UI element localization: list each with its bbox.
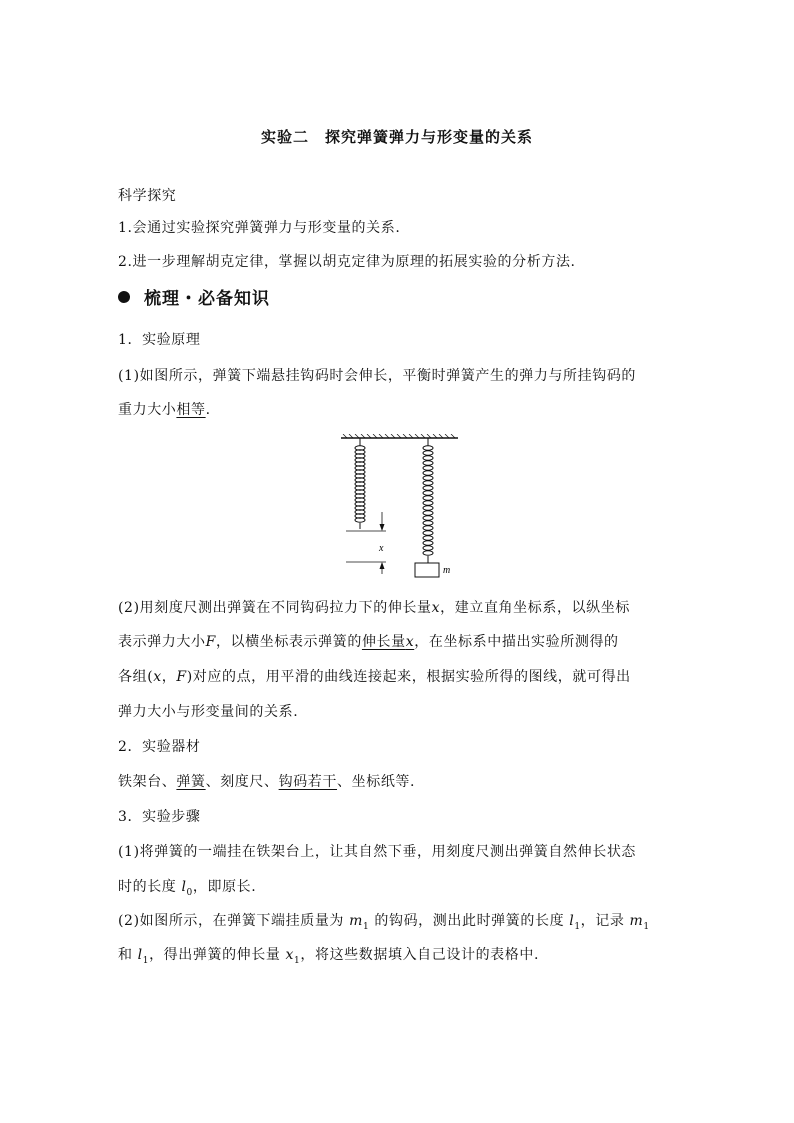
- label-x: x: [379, 543, 384, 554]
- arrow-bottom-head: [380, 562, 385, 569]
- bullet-icon: [118, 291, 130, 303]
- equipment-heading: 2．实验器材: [118, 739, 201, 755]
- answer-weights: 钩码若干: [278, 774, 338, 790]
- step1-line2: 时的长度 $l_0$，即原长.: [118, 879, 257, 898]
- step2-line1: (2)如图所示，在弹簧下端挂质量为 $m_1$ 的钩码，测出此时弹簧的长度 $l_1$，记录 $m_1$: [118, 913, 650, 932]
- answer-spring: 弹簧: [176, 774, 206, 790]
- label-m: m: [443, 565, 451, 576]
- step2-line2: 和 $l_1$，得出弹簧的伸长量 $x_1$，将这些数据填入自己设计的表格中.: [118, 947, 540, 966]
- spring-figure: [338, 434, 466, 580]
- steps-heading: 3．实验步骤: [118, 809, 201, 825]
- intro-item-1: 1.会通过实验探究弹簧弹力与形变量的关系.: [118, 220, 401, 236]
- equipment-line: 铁架台、弹簧、刻度尺、钩码若干、坐标纸等.: [118, 774, 416, 790]
- intro-heading: 科学探究: [118, 188, 177, 204]
- spring-right: [423, 446, 433, 555]
- weight-block: [415, 563, 439, 577]
- section-heading: [118, 284, 270, 309]
- principle-heading: 1．实验原理: [118, 332, 201, 348]
- page-title: 实验二 探究弹簧弹力与形变量的关系: [260, 128, 533, 146]
- answer-elongation: 伸长量x: [361, 634, 415, 650]
- principle-p2-line3: 各组(x，F)对应的点，用平滑的曲线连接起来，根据实验所得的图线，就可得出: [118, 669, 631, 685]
- principle-p1-line2: 重力大小相等.: [118, 402, 211, 418]
- section-title: 梳理・必备知识: [144, 289, 270, 309]
- principle-p2-line2: 表示弹力大小F，以横坐标表示弹簧的伸长量x，在坐标系中描出实验所测得的: [118, 634, 619, 650]
- spring-left: [355, 446, 365, 522]
- arrow-top-head: [380, 524, 385, 531]
- intro-item-2: 2.进一步理解胡克定律，掌握以胡克定律为原理的拓展实验的分析方法.: [118, 254, 576, 270]
- answer-equal: 相等: [176, 402, 206, 418]
- step1-line1: (1)将弹簧的一端挂在铁架台上，让其自然下垂，用刻度尺测出弹簧自然伸长状态: [118, 844, 637, 860]
- principle-p2-line4: 弹力大小与形变量间的关系.: [118, 704, 299, 720]
- principle-p2-line1: (2)用刻度尺测出弹簧在不同钩码拉力下的伸长量x，建立直角坐标系，以纵坐标: [118, 600, 630, 616]
- principle-p1-line1: (1)如图所示，弹簧下端悬挂钩码时会伸长，平衡时弹簧产生的弹力与所挂钩码的: [118, 368, 637, 384]
